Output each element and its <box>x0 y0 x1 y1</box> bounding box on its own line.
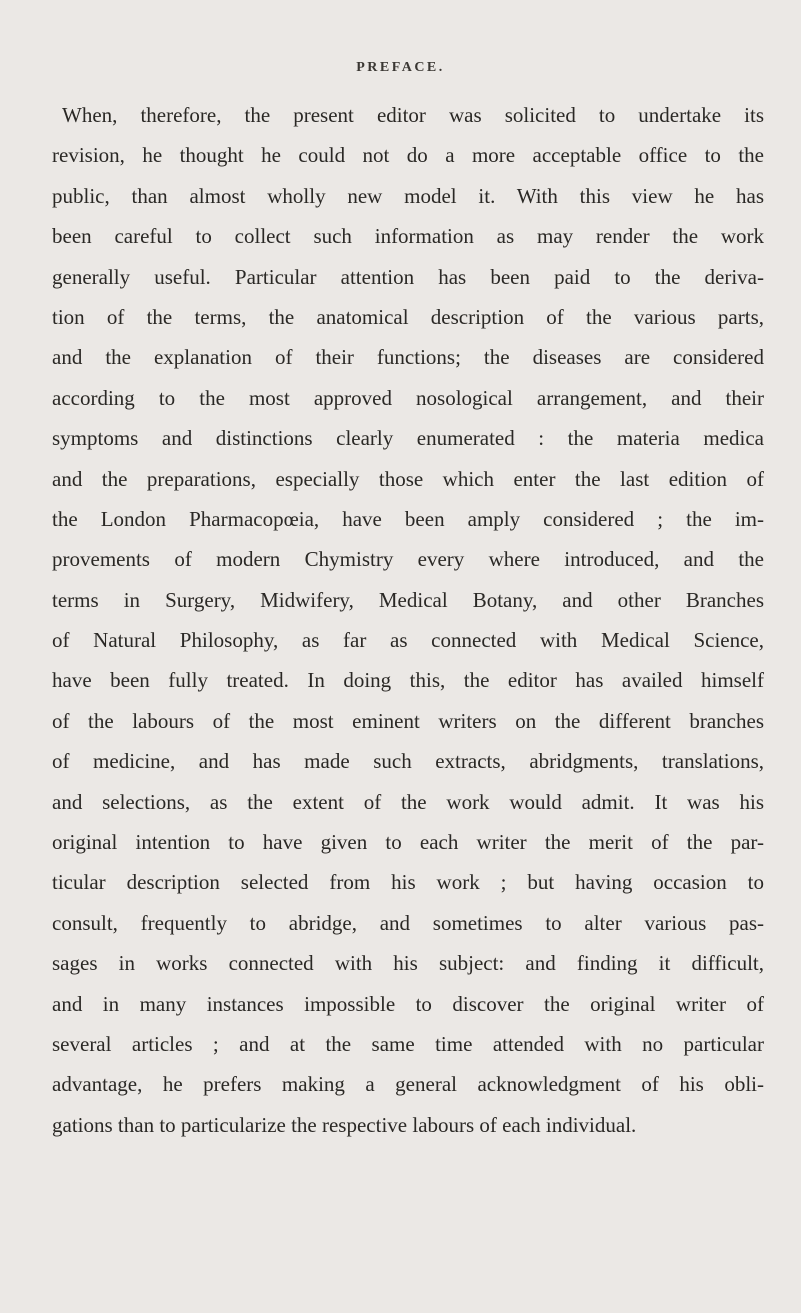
text-line: tion of the terms, the anatomical description of the various parts, <box>52 304 764 329</box>
running-head: PREFACE. <box>356 60 445 75</box>
text-line: of medicine, and has made such extracts, abridgments, translations, <box>52 749 764 774</box>
preface-paragraph <box>52 95 764 1145</box>
text-line: symptoms and distinctions clearly enumerated : the materia medica <box>52 426 764 451</box>
text-line: When, therefore, the present editor was solicited to undertake its <box>62 103 764 127</box>
text-line: revision, he thought he could not do a more acceptable office to the <box>52 143 764 168</box>
text-line: ticular description selected from his work ; but having occasion to <box>52 870 764 895</box>
text-line: according to the most approved nosological arrangement, and their <box>52 385 764 410</box>
text-line: several articles ; and at the same time attended with no particular <box>52 1031 764 1056</box>
text-line: advantage, he prefers making a general acknowledgment of his obli- <box>52 1072 764 1097</box>
text-line: consult, frequently to abridge, and sometimes to alter various pas- <box>52 910 764 935</box>
text-line: been careful to collect such information as may render the work <box>52 224 764 249</box>
text-line: and in many instances impossible to discover the original writer of <box>52 991 764 1016</box>
text-line: provements of modern Chymistry every where introduced, and the <box>52 547 764 572</box>
text-line: have been fully treated. In doing this, the editor has availed himself <box>52 668 764 693</box>
text-line: original intention to have given to each writer the merit of the par- <box>52 830 764 855</box>
text-line: and the explanation of their functions; the diseases are considered <box>52 345 764 370</box>
text-line: and the preparations, especially those which enter the last edition of <box>52 466 764 491</box>
text-line: terms in Surgery, Midwifery, Medical Botany, and other Branches <box>52 587 764 612</box>
text-line: public, than almost wholly new model it. With this view he has <box>52 183 764 208</box>
text-line: of the labours of the most eminent writers on the different branches <box>52 708 764 733</box>
text-line: the London Pharmacopœia, have been amply considered ; the im- <box>52 506 764 531</box>
text-line: of Natural Philosophy, as far as connected with Medical Science, <box>52 628 764 653</box>
text-line: and selections, as the extent of the work would admit. It was his <box>52 789 764 814</box>
text-line: generally useful. Particular attention has been paid to the deriva- <box>52 264 764 289</box>
text-line: gations than to particularize the respective labours of each individual. <box>52 1112 637 1137</box>
text-line: sages in works connected with his subject: and finding it difficult, <box>52 951 764 976</box>
